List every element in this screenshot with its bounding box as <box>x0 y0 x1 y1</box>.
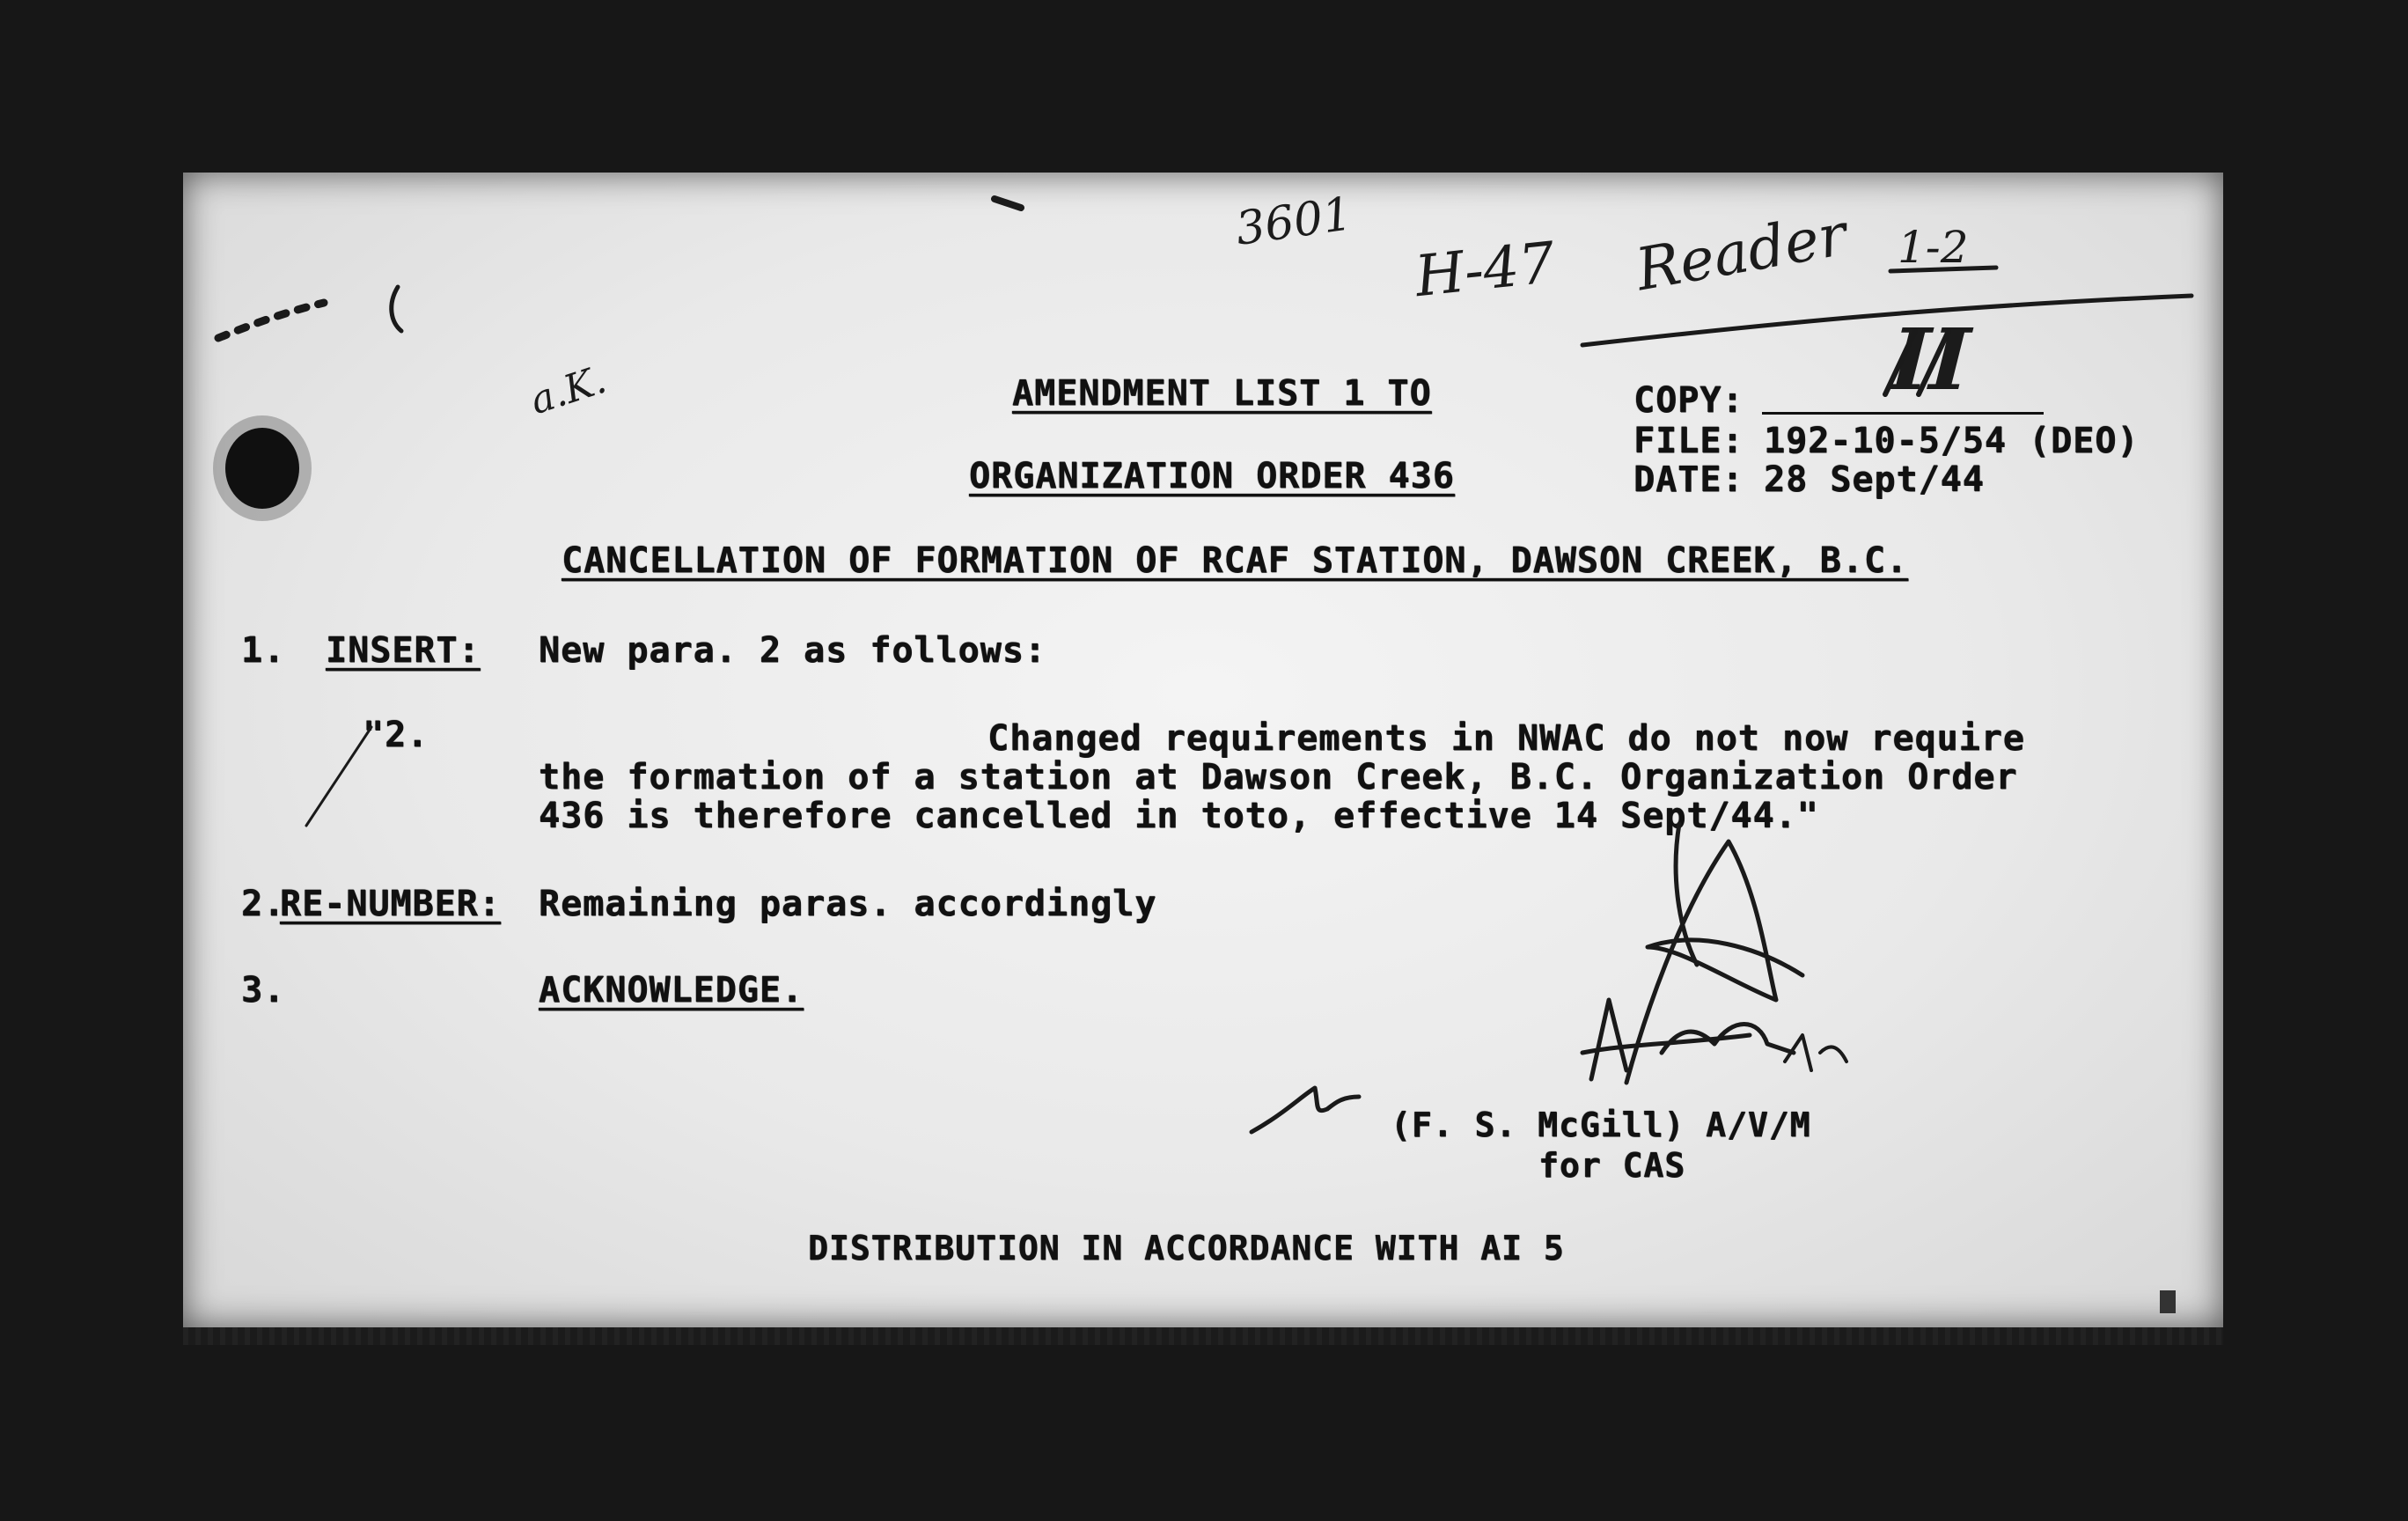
file-value: 192-10-5/54 (DEO) <box>1764 421 2140 461</box>
insert-tick-mark <box>306 727 371 826</box>
date-value: 28 Sept/44 <box>1764 459 1985 500</box>
organization-order-title: ORGANIZATION ORDER 436 <box>969 456 1455 496</box>
handwritten-roman-count: II <box>1877 310 1982 409</box>
reader-count-underline <box>1890 268 1996 271</box>
handwritten-reader-count: 1-2 <box>1898 222 1969 273</box>
handwritten-reader-note: Reader <box>1631 200 1852 305</box>
corner-mark <box>2160 1290 2176 1313</box>
film-edge <box>183 1327 2223 1345</box>
file-label: FILE: <box>1633 421 1744 461</box>
inserted-para-line-2: the formation of a station at Dawson Creek, B.C. Organization Order <box>539 757 2018 797</box>
copy-slash-1 <box>1885 331 1915 394</box>
item-2-label: RE-NUMBER: <box>280 884 501 924</box>
item-2-number: 2. <box>241 884 286 924</box>
inserted-para-line-3: 436 is therefore cancelled in toto, effective 14 Sept/44." <box>539 796 1819 836</box>
item-1-number: 1. <box>241 630 286 671</box>
handwritten-file-number: 3601 <box>1232 187 1355 256</box>
copy-label: COPY: <box>1633 380 1744 421</box>
handwritten-ink-marks <box>183 173 2223 1327</box>
subject-line: CANCELLATION OF FORMATION OF RCAF STATION, DAWSON CREEK, B.C. <box>562 540 1909 581</box>
date-label: DATE: <box>1633 459 1744 500</box>
item-1-label: INSERT: <box>326 630 481 671</box>
handwritten-initials: a.K. <box>525 356 612 424</box>
item-2-text: Remaining paras. accordingly <box>539 884 1157 924</box>
amendment-title: AMENDMENT LIST 1 TO <box>1012 373 1432 414</box>
inserted-para-marker: "2. <box>363 715 429 755</box>
distribution-line: DISTRIBUTION IN ACCORDANCE WITH AI 5 <box>808 1229 1565 1268</box>
item-3-number: 3. <box>241 970 286 1010</box>
stray-mark-top-left <box>218 303 324 338</box>
reader-note-underline <box>1582 296 2191 345</box>
signature-name: (F. S. McGill) A/V/M <box>1391 1106 1811 1144</box>
stray-dash-top <box>995 199 1021 208</box>
item-3-text: ACKNOWLEDGE. <box>539 970 804 1010</box>
inserted-para-line-1: Changed requirements in NWAC do not now require <box>987 718 2025 759</box>
initial-scribble-left <box>1252 1088 1359 1132</box>
signature-for-line: for CAS <box>1538 1146 1686 1185</box>
document-page <box>183 173 2223 1327</box>
ink-blot-halo <box>213 415 312 521</box>
signature-scrawl-name <box>1582 1000 1794 1079</box>
copy-slash-2 <box>1919 331 1949 394</box>
item-1-text: New para. 2 as follows: <box>539 630 1046 671</box>
handwritten-ref: H-47 <box>1412 230 1559 311</box>
stray-mark-bracket <box>392 287 401 331</box>
